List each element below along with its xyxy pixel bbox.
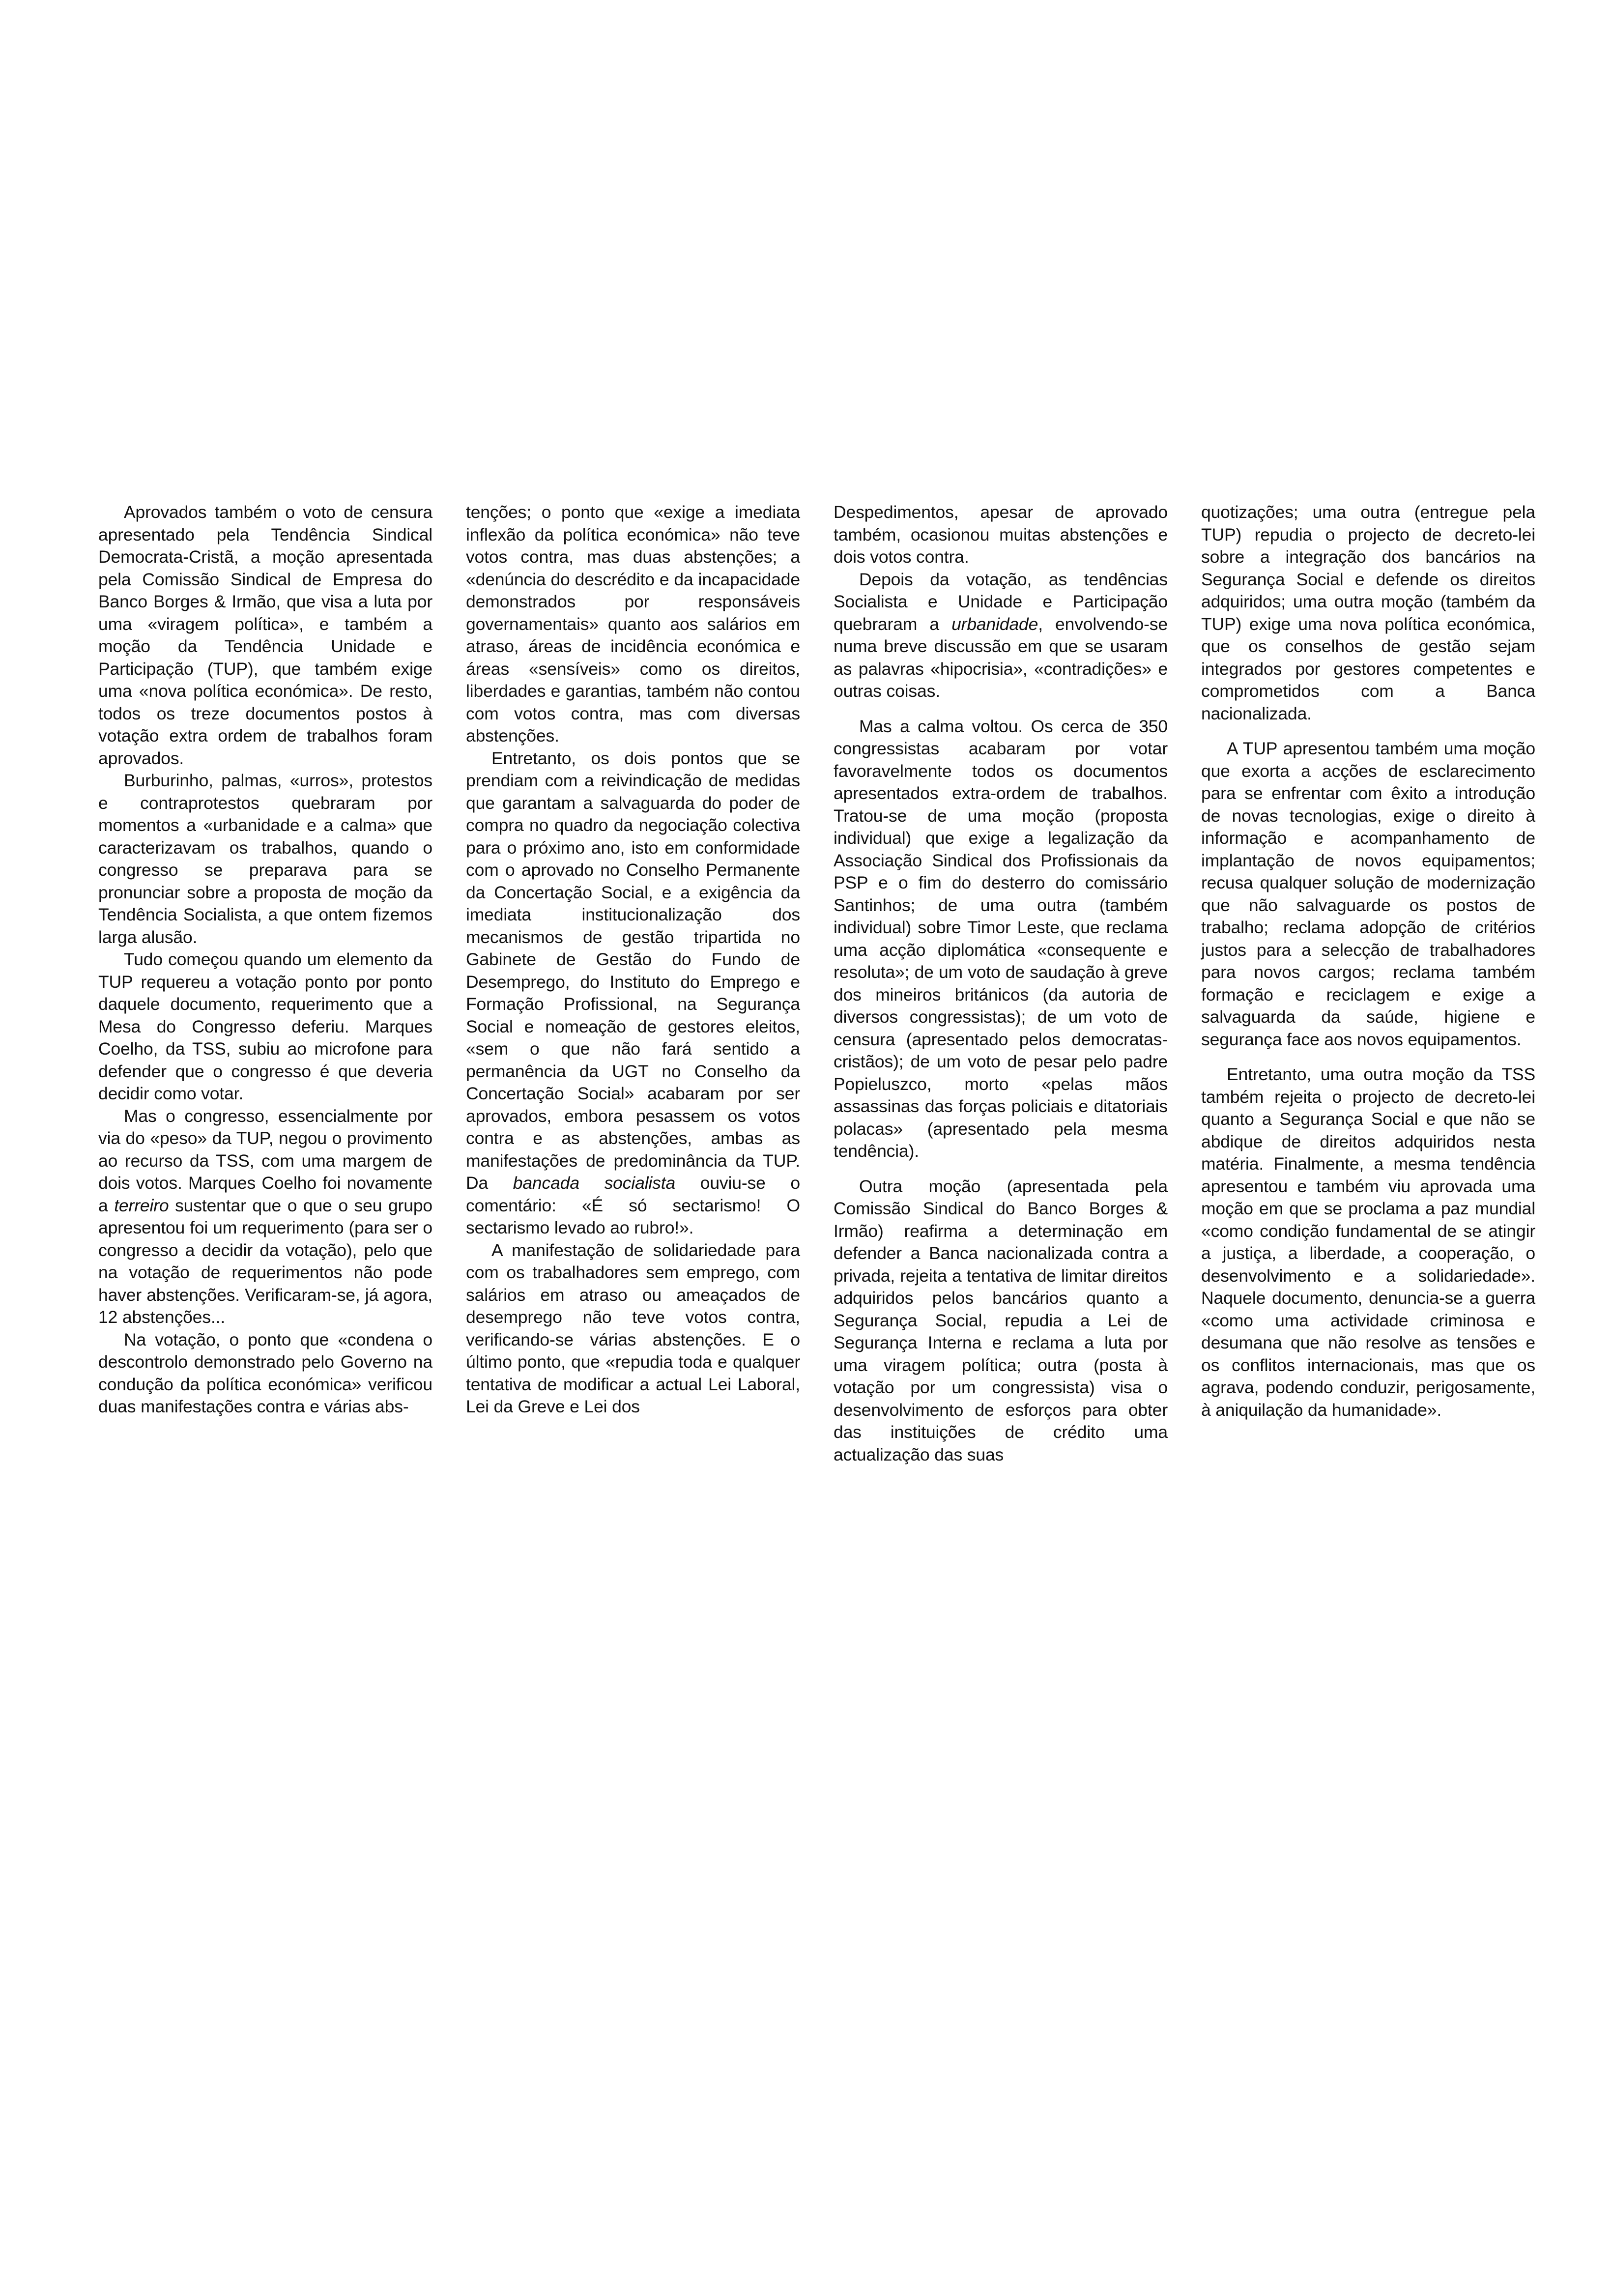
paragraph [834,569,1168,703]
article-column-1 [98,501,432,1466]
paragraph: Aprovados também o voto de censura apresentado pela Tendência Sindical Democrata-Cristã, a moção apresentada pela Comissão Sindical de Empresa do Banco Borges & Irmão, que visa a luta por uma «viragem política», e também a moção da Tendência Unidade e Participação (TUP), que também exige uma «nova política económica». De resto, todos os treze documentos postos à votação extra ordem de trabalhos foram aprovados. [98,502,432,768]
paragraph [98,1105,432,1329]
article-column-2 [466,501,800,1466]
paragraph [466,747,800,1239]
emphasis-term: bancada socialista [513,1173,676,1193]
paragraph: quotizações; uma outra (entregue pela TUP) repudia o projecto de decreto-lei sobre a integração dos bancários na Segurança Social e defende os direitos adquiridos; uma outra moção (também da TUP) exige uma nova política económica, que os conselhos de gestão sejam integrados por gestores competentes e comprometidos com a Banca nacionalizada. [1201,502,1535,723]
paragraph: Tudo começou quando um elemento da TUP requereu a votação ponto por ponto daquele documento, requerimento que a Mesa do Congresso deferiu. Marques Coelho, da TSS, subiu ao microfone para defender que o congresso é que deveria decidir como votar. [98,949,432,1103]
paragraph-text-pre: Entretanto, os dois pontos que se prendiam com a reivindicação de medidas que garantam a salvaguarda do poder de compra no quadro da negociação colectiva para o próximo ano, isto em conformidade com o aprovado no Conselho Permanente da Concertação Social, e a exigência da imediata institucionalização dos mecanismos de gestão tripartida no Gabinete de Gestão do Fundo de Desemprego, do Instituto do Emprego e Formação Profissional, na Segurança Social e nomeação de gestores eleitos, «sem o que não fará sentido a permanência da UGT no Conselho da Concertação Social» acabaram por ser aprovados, embora pesassem os votos contra e as abstenções, ambas as manifestações de predominância da TUP. Da [466,748,800,1193]
emphasis-term: terreiro [114,1195,169,1215]
paragraph: Entretanto, uma outra moção da TSS também rejeita o projecto de decreto-lei quanto a Segurança Social e que não se abdique de direitos adquiridos nesta matéria. Finalmente, a mesma tendência apresentou e também viu aprovada uma moção em que se proclama a paz mundial «como condição fundamental de se atingir a justiça, a liberdade, a cooperação, o desenvolvimento e a solidariedade». Naquele documento, denuncia-se a guerra «como uma actividade criminosa e desumana que não resolve as tensões e os conflitos internacionais, mas que os agrava, podendo conduzir, perigosamente, à aniquilação da humanidade». [1201,1064,1535,1420]
article-column-4 [1201,501,1535,1466]
paragraph: Mas a calma voltou. Os cerca de 350 congressistas acabaram por votar favoravelmente todos os documentos apresentados extra-ordem de trabalhos. Tratou-se de uma moção (proposta individual) que exige a legalização da Associação Sindical dos Profissionais da PSP e o fim do desterro do comissário Santinhos; de uma outra (também individual) sobre Timor Leste, que reclama uma acção diplomática «consequente e resoluta»; de um voto de saudação à greve dos mineiros británicos (da autoria de diversos congressistas); de um voto de censura (apresentado pelos democratas-cristãos); de um voto de pesar pelo padre Popieluszco, morto «pelas mãos assassinas das forças policiais e ditatoriais polacas» (apresentado pela mesma tendência). [834,716,1168,1161]
paragraph: A manifestação de solidariedade para com os trabalhadores sem emprego, com salários em atraso ou ameaçados de desemprego não teve votos contra, verificando-se várias abstenções. E o último ponto, que «repudia toda e qualquer tentativa de modificar a actual Lei Laboral, Lei da Greve e Lei dos [466,1240,800,1416]
article-column-3 [834,501,1168,1466]
paragraph: tenções; o ponto que «exige a imediata inflexão da política económica» não teve votos contra, mas duas abstenções; a «denúncia do descrédito e da incapacidade demonstrados por responsáveis governamentais» quanto aos salários em atraso, áreas de incidência económica e áreas «sensíveis» como os direitos, liberdades e garantias, também não contou com votos contra, mas com diversas abstenções. [466,502,800,746]
paragraph: Burburinho, palmas, «urros», protestos e contraprotestos quebraram por momentos a «urbanidade e a calma» que caracterizavam os trabalhos, quando o congresso se preparava para se pronunciar sobre a proposta de moção da Tendência Socialista, a que ontem fizemos larga alusão. [98,771,432,947]
paragraph: A TUP apresentou também uma moção que exorta a acções de esclarecimento para se enfrentar com êxito a introdução de novas tecnologias, exige o direito à informação e acompanhamento de implantação de novos equipamentos; recusa qualquer solução de modernização que não salvaguarde os postos de trabalho; reclama adopção de critérios justos para a selecção de trabalhadores para novos cargos; reclama também formação e reciclagem e exige a salvaguarda da saúde, higiene e segurança face aos novos equipamentos. [1201,739,1535,1049]
paragraph-text-pre: Depois da votação, as tendências Socialista e Unidade e Participação quebraram a [834,569,1168,634]
paragraph-text-pre: Mas o congresso, essencialmente por via do «peso» da TUP, negou o provimento ao recurso da TSS, com uma margem de dois votos. Marques Coelho foi novamente a [98,1106,432,1215]
paragraph: Despedimentos, apesar de aprovado também, ocasionou muitas abstenções e dois votos contra. [834,502,1168,567]
paragraph: Na votação, o ponto que «condena o descontrolo demonstrado pelo Governo na condução da política económica» verificou duas manifestações contra e várias abs- [98,1329,432,1416]
article-body [98,501,1543,1466]
paragraph-text-post: sustentar que o que o seu grupo apresentou foi um requerimento (para ser o congresso a decidir da votação), pelo que na votação de requerimentos não pode haver abstenções. Verificaram-se, já agora, 12 abstenções... [98,1195,433,1327]
paragraph-text-post: , envolvendo-se numa breve discussão em que se usaram as palavras «hipocrisia», «contradições» e outras coisas. [834,614,1168,701]
paragraph: Outra moção (apresentada pela Comissão Sindical do Banco Borges & Irmão) reafirma a determinação em defender a Banca nacionalizada contra a privada, rejeita a tentativa de limitar direitos adquiridos pelos bancários quanto a Segurança Social, repudia a Lei de Segurança Interna e reclama a luta por uma viragem política; outra (posta à votação por um congressista) visa o desenvolvimento de esforços para obter das instituições de crédito uma actualização das suas [834,1176,1168,1464]
paragraph-text-post: ouviu-se o comentário: «É só sectarismo! O sectarismo levado ao rubro!». [466,1173,800,1237]
emphasis-term: urbanidade [951,614,1038,634]
